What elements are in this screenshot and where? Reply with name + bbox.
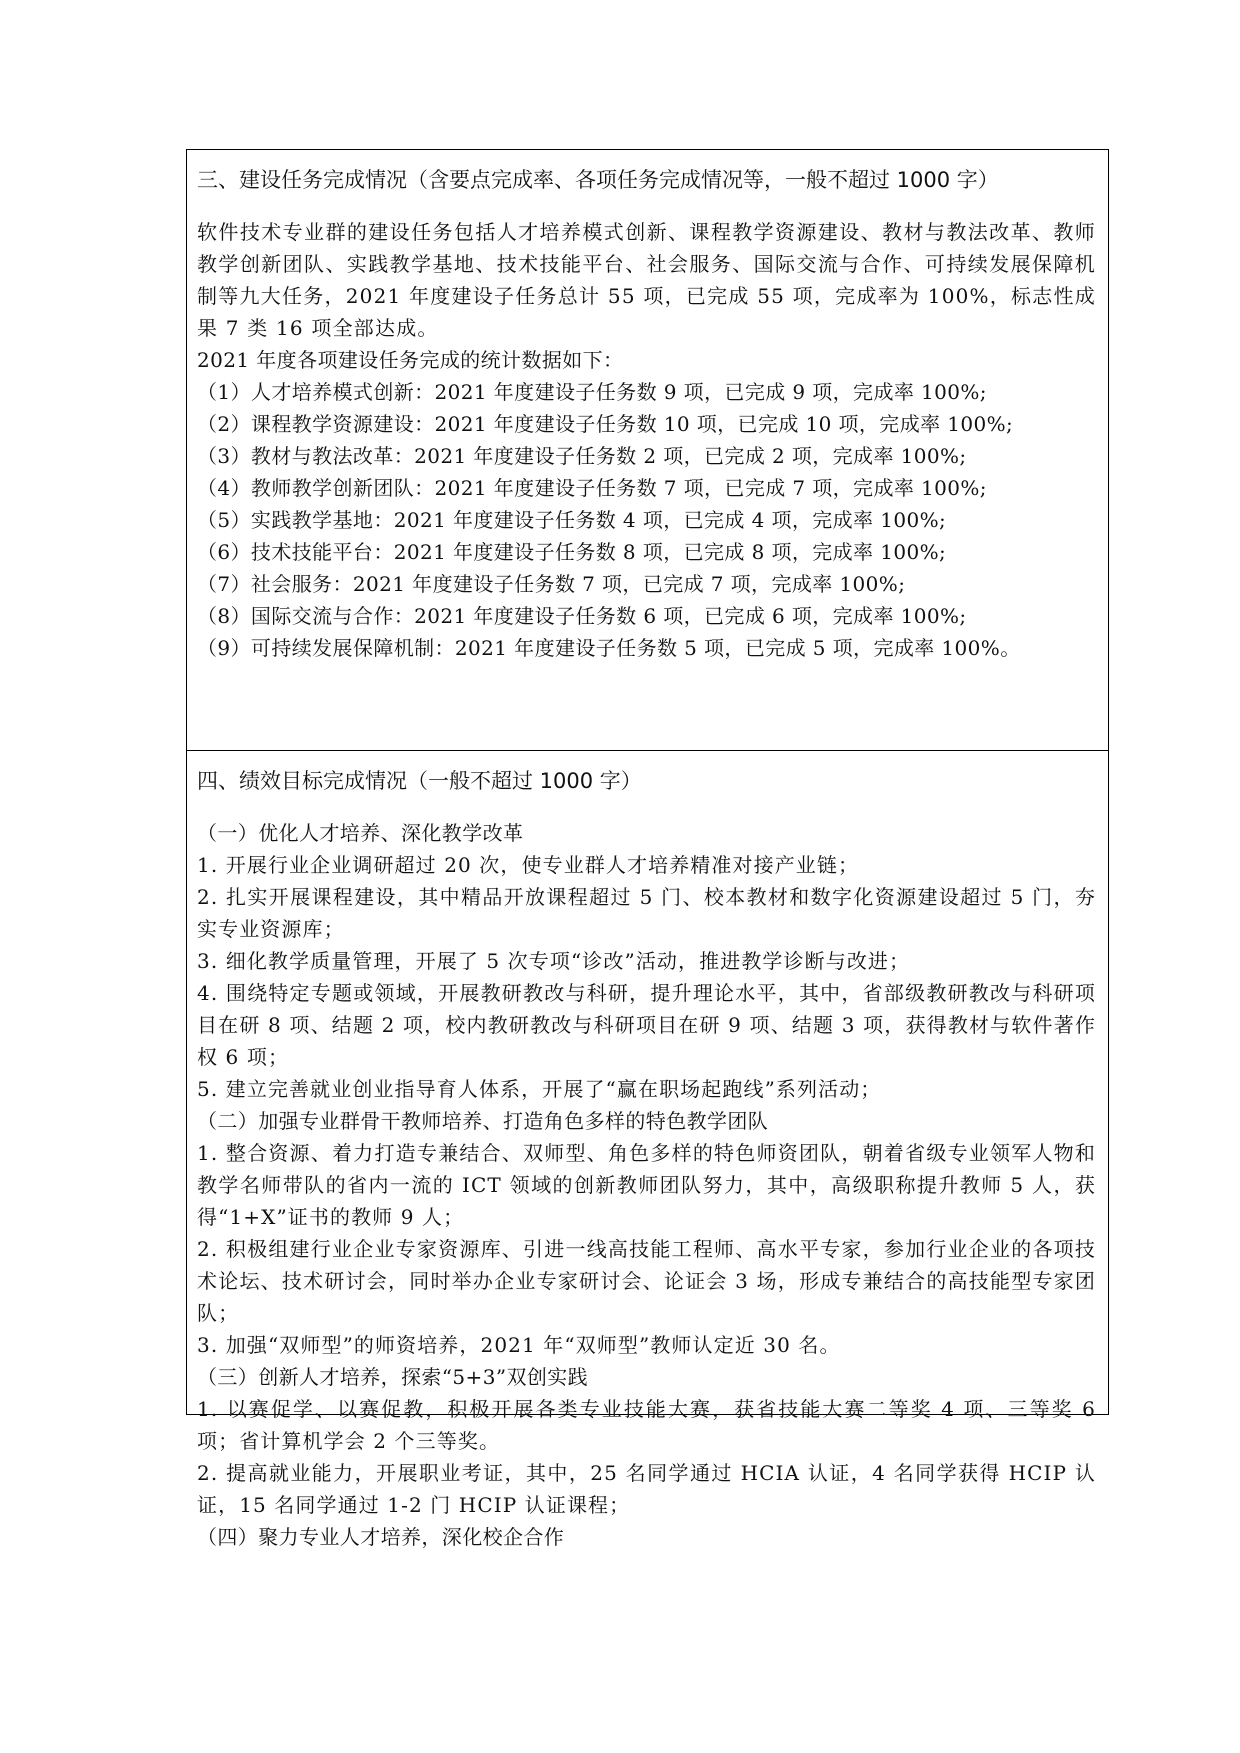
goal-item: 1. 以赛促学、以赛促教，积极开展各类专业技能大赛，获省技能大赛二等奖 4 项、三等奖 6 项；省计算机学会 2 个三等奖。 <box>197 1397 1096 1453</box>
task-item: （4）教师教学创新团队：2021 年度建设子任务数 7 项，已完成 7 项，完成率 100%; <box>197 476 987 500</box>
task-item: （9）可持续发展保障机制：2021 年度建设子任务数 5 项，已完成 5 项，完成率 100%。 <box>197 636 1021 660</box>
task-item: （7）社会服务：2021 年度建设子任务数 7 项，已完成 7 项，完成率 100%; <box>197 572 906 596</box>
section-heading: 四、绩效目标完成情况（一般不超过 1000 字） <box>197 769 642 793</box>
goal-item: 2. 积极组建行业企业专家资源库、引进一线高技能工程师、高水平专家，参加行业企业的各项技术论坛、技术研讨会，同时举办企业专家研讨会、论证会 3 场，形成专兼结合的高技能型专家团队； <box>197 1237 1096 1325</box>
report-table <box>186 149 1109 1549</box>
task-item: （6）技术技能平台：2021 年度建设子任务数 8 项，已完成 8 项，完成率 100%; <box>197 540 947 564</box>
task-item: （2）课程教学资源建设：2021 年度建设子任务数 10 项，已完成 10 项，完成率 100%; <box>197 412 1014 436</box>
goal-item: 2. 提高就业能力，开展职业考证，其中，25 名同学通过 HCIA 认证，4 名同学获得 HCIP 认证，15 名同学通过 1-2 门 HCIP 认证课程； <box>197 1461 1096 1517</box>
construction-task-section <box>187 150 1108 750</box>
subsection-heading: （四）聚力专业人才培养，深化校企合作 <box>197 1525 565 1549</box>
subsection-heading: （二）加强专业群骨干教师培养、打造角色多样的特色教学团队 <box>197 1109 769 1133</box>
goal-item: 5. 建立完善就业创业指导育人体系，开展了“赢在职场起跑线”系列活动； <box>197 1077 882 1101</box>
goal-item: 2. 扎实开展课程建设，其中精品开放课程超过 5 门、校本教材和数字化资源建设超过 5 门，夯实专业资源库； <box>197 885 1096 941</box>
goal-item: 1. 整合资源、着力打造专兼结合、双师型、角色多样的特色师资团队，朝着省级专业领军人物和教学名师带队的省内一流的 ICT 领域的创新教师团队努力，其中，高级职称提升教师 5 人，获得“1+X”证书的教师 9 人； <box>197 1141 1096 1229</box>
goal-item: 1. 开展行业企业调研超过 20 次，使专业群人才培养精准对接产业链； <box>197 853 860 877</box>
stats-heading: 2021 年度各项建设任务完成的统计数据如下： <box>197 348 624 372</box>
performance-goal-section <box>187 750 1108 1549</box>
goal-item: 3. 加强“双师型”的师资培养，2021 年“双师型”教师认定近 30 名。 <box>197 1333 841 1357</box>
intro-paragraph: 软件技术专业群的建设任务包括人才培养模式创新、课程教学资源建设、教材与教法改革、教师教学创新团队、实践教学基地、技术技能平台、社会服务、国际交流与合作、可持续发展保障机制等九大任务，2021 年度建设子任务总计 55 项，已完成 55 项，完成率为 100%，标志性成果 7 类 16 项全部达成。 <box>197 220 1096 340</box>
task-item: （1）人才培养模式创新：2021 年度建设子任务数 9 项，已完成 9 项，完成率 100%; <box>197 380 987 404</box>
task-item: （8）国际交流与合作：2021 年度建设子任务数 6 项，已完成 6 项，完成率 100%; <box>197 604 967 628</box>
goal-item: 4. 围绕特定专题或领域，开展教研教改与科研，提升理论水平，其中，省部级教研教改与科研项目在研 8 项、结题 2 项，校内教研教改与科研项目在研 9 项、结题 3 项，获得教材与软件著作权 6 项； <box>197 981 1096 1069</box>
task-item: （5）实践教学基地：2021 年度建设子任务数 4 项，已完成 4 项，完成率 100%; <box>197 508 947 532</box>
task-item: （3）教材与教法改革：2021 年度建设子任务数 2 项，已完成 2 项，完成率 100%; <box>197 444 967 468</box>
section-heading: 三、建设任务完成情况（含要点完成率、各项任务完成情况等，一般不超过 1000 字） <box>197 168 999 192</box>
goal-item: 3. 细化教学质量管理，开展了 5 次专项“诊改”活动，推进教学诊断与改进； <box>197 949 911 973</box>
subsection-heading: （三）创新人才培养，探索“5+3”双创实践 <box>197 1365 589 1389</box>
subsection-heading: （一）优化人才培养、深化教学改革 <box>197 821 524 845</box>
